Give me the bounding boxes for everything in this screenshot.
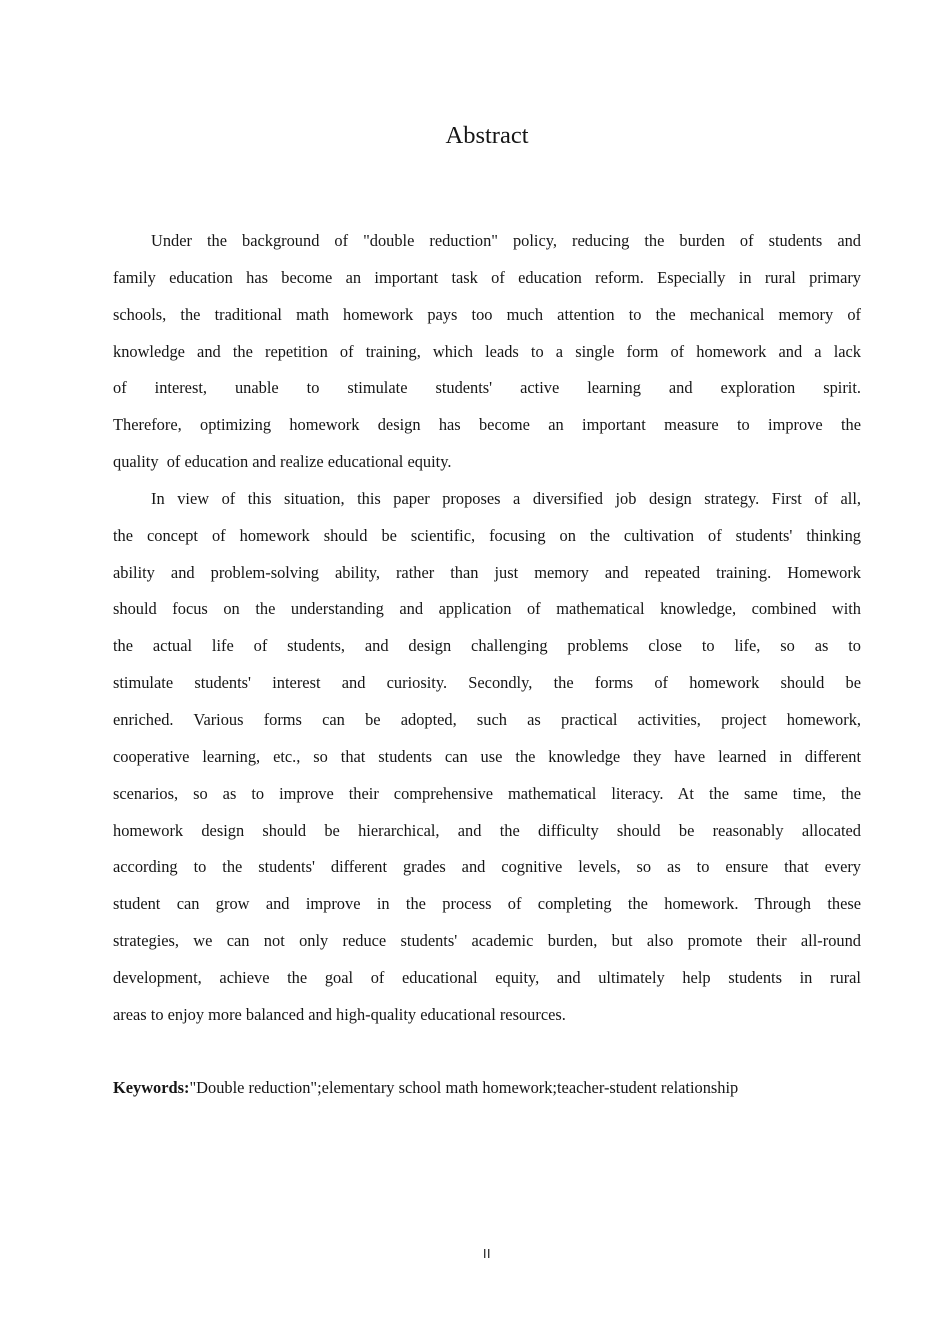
text-line: areas to enjoy more balanced and high-quality educational resources. bbox=[113, 1004, 566, 1024]
abstract-paragraph-1 bbox=[113, 223, 861, 481]
text-line: stimulate students' interest and curiosity. Secondly, the forms of homework should be bbox=[113, 673, 861, 693]
text-line: the actual life of students, and design challenging problems close to life, so as to bbox=[113, 636, 861, 656]
text-line: student can grow and improve in the process of completing the homework. Through these bbox=[113, 894, 861, 914]
page-title: Abstract bbox=[445, 122, 529, 149]
text-line: schools, the traditional math homework pays too much attention to the mechanical memory of bbox=[113, 304, 861, 324]
text-line: homework design should be hierarchical, and the difficulty should be reasonably allocated bbox=[113, 820, 861, 840]
text-line: of interest, unable to stimulate students' active learning and exploration spirit. bbox=[113, 378, 861, 398]
text-line: development, achieve the goal of educational equity, and ultimately help students in rural bbox=[113, 967, 861, 987]
abstract-body bbox=[113, 223, 861, 1107]
text-line: according to the students' different grades and cognitive levels, so as to ensure that every bbox=[113, 857, 861, 877]
text-line: enriched. Various forms can be adopted, such as practical activities, project homework, bbox=[113, 709, 861, 729]
text-line: strategies, we can not only reduce students' academic burden, but also promote their all-round bbox=[113, 931, 861, 951]
keywords-label: Keywords: bbox=[113, 1078, 190, 1098]
text-line: should focus on the understanding and application of mathematical knowledge, combined with bbox=[113, 599, 861, 619]
text-line: Under the background of "double reduction" policy, reducing the burden of students and bbox=[151, 231, 861, 250]
text-line: the concept of homework should be scientific, focusing on the cultivation of students' thinking bbox=[113, 525, 861, 545]
text-line: Therefore, optimizing homework design has become an important measure to improve the bbox=[113, 415, 861, 435]
text-line: In view of this situation, this paper proposes a diversified job design strategy. First of all, bbox=[151, 488, 861, 508]
page-number: II bbox=[483, 1247, 491, 1261]
keywords-text: "Double reduction";elementary school math homework;teacher-student relationship bbox=[189, 1078, 739, 1098]
text-line: family education has become an important task of education reform. Especially in rural primary bbox=[113, 267, 861, 287]
abstract-paragraph-2 bbox=[113, 481, 861, 1034]
text-line: ability and problem-solving ability, rather than just memory and repeated training. Homework bbox=[113, 562, 861, 582]
keywords-line bbox=[113, 1070, 861, 1107]
text-line: cooperative learning, etc., so that students can use the knowledge they have learned in different bbox=[113, 746, 861, 766]
text-line: quality of education and realize educational equity. bbox=[113, 452, 452, 472]
text-line: knowledge and the repetition of training, which leads to a single form of homework and a lack bbox=[113, 341, 861, 361]
text-line: scenarios, so as to improve their comprehensive mathematical literacy. At the same time, the bbox=[113, 783, 861, 803]
